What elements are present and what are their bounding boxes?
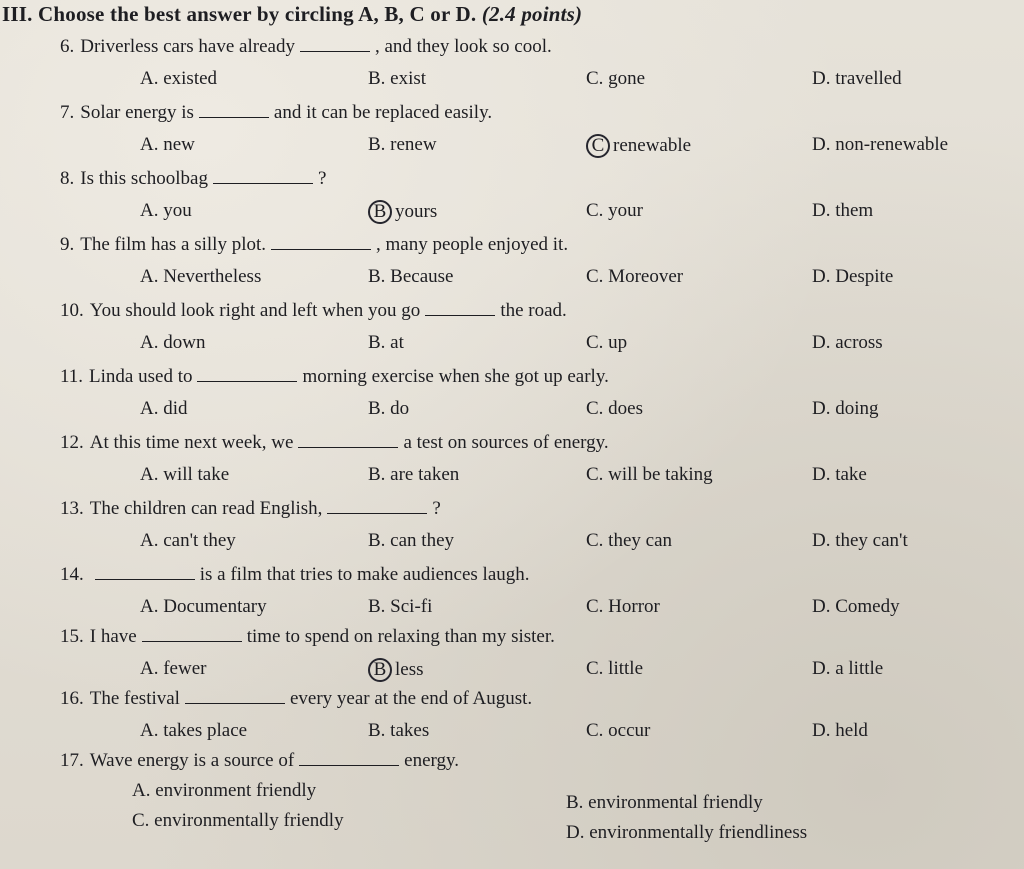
option-a[interactable]: A. down [140, 332, 206, 353]
answer-blank [142, 627, 242, 642]
question-8 [0, 168, 1024, 234]
option-d[interactable]: D. Comedy [812, 596, 900, 617]
option-b-circled[interactable] [368, 658, 424, 682]
question-15 [0, 626, 1024, 692]
answer-blank [271, 235, 371, 250]
question-stem [60, 234, 568, 256]
stem-before-blank: I have [89, 626, 137, 647]
section-title: III. Choose the best answer by circling A, B, C or D. [2, 2, 477, 26]
question-6 [0, 36, 1024, 102]
stem-after-blank: every year at the end of August. [289, 688, 533, 709]
stem-after-blank: energy. [404, 750, 460, 771]
question-number: 6. [60, 36, 75, 57]
question-12 [0, 432, 1024, 498]
option-d[interactable]: D. them [812, 200, 874, 221]
option-c[interactable]: C. Horror [586, 596, 660, 617]
option-a[interactable]: A. you [140, 200, 192, 221]
stem-before-blank: The children can read English, [89, 498, 323, 519]
option-a[interactable]: A. did [140, 398, 188, 419]
question-stem [60, 564, 530, 586]
option-a[interactable]: A. Nevertheless [140, 266, 262, 287]
question-number: 12. [60, 432, 84, 453]
question-17 [0, 750, 1024, 860]
answer-circle: B [368, 658, 392, 682]
question-11 [0, 366, 1024, 432]
question-stem [60, 498, 441, 520]
answer-blank [199, 103, 269, 118]
question-number: 9. [60, 234, 75, 255]
question-number: 8. [60, 168, 75, 189]
stem-after-blank: , many people enjoyed it. [376, 234, 569, 255]
answer-blank [213, 169, 313, 184]
option-b[interactable]: B. takes [368, 720, 430, 741]
question-14 [0, 564, 1024, 630]
stem-before-blank: The festival [89, 688, 180, 709]
option-c[interactable]: C. up [586, 332, 628, 353]
question-number: 15. [60, 626, 84, 647]
question-7 [0, 102, 1024, 168]
stem-before-blank: Linda used to [89, 366, 193, 387]
option-c-circled[interactable] [586, 134, 691, 158]
option-d[interactable]: D. doing [812, 398, 879, 419]
option-d[interactable]: D. held [812, 720, 868, 741]
option-b-circled[interactable] [368, 200, 437, 224]
option-b[interactable]: B. Sci-fi [368, 596, 433, 617]
answer-blank [298, 433, 398, 448]
option-b[interactable]: B. environmental friendly [566, 792, 763, 813]
option-b[interactable]: B. at [368, 332, 404, 353]
question-stem [60, 168, 326, 190]
option-c[interactable]: C. they can [586, 530, 673, 551]
option-d[interactable]: D. travelled [812, 68, 902, 89]
option-a[interactable]: A. existed [140, 68, 218, 89]
stem-after-blank: ? [432, 498, 441, 519]
section-header [2, 2, 582, 27]
stem-before-blank: At this time next week, we [89, 432, 294, 453]
option-b[interactable]: B. renew [368, 134, 437, 155]
option-b[interactable]: B. are taken [368, 464, 460, 485]
option-a[interactable]: A. takes place [140, 720, 248, 741]
option-a[interactable]: A. fewer [140, 658, 207, 679]
question-number: 11. [60, 366, 84, 387]
stem-before-blank: Solar energy is [80, 102, 194, 123]
stem-after-blank: ? [317, 168, 327, 189]
option-d[interactable]: D. Despite [812, 266, 894, 287]
question-number: 10. [60, 300, 84, 321]
option-d[interactable]: D. they can't [812, 530, 908, 551]
question-10 [0, 300, 1024, 366]
option-c[interactable]: C. does [586, 398, 643, 419]
question-number: 13. [60, 498, 84, 519]
question-number: 7. [60, 102, 75, 123]
stem-before-blank: The film has a silly plot. [80, 234, 267, 255]
question-number: 17. [60, 750, 84, 771]
option-a[interactable]: A. new [140, 134, 195, 155]
option-b[interactable]: B. do [368, 398, 410, 419]
option-b[interactable]: B. can they [368, 530, 455, 551]
option-b[interactable]: B. Because [368, 266, 454, 287]
option-c[interactable]: C. gone [586, 68, 646, 89]
question-stem [60, 750, 459, 772]
answer-blank [95, 565, 195, 580]
answer-blank [185, 689, 285, 704]
option-a[interactable]: A. environment friendly [132, 780, 317, 801]
question-9 [0, 234, 1024, 300]
question-number: 16. [60, 688, 84, 709]
stem-before-blank: You should look right and left when you go [89, 300, 421, 321]
option-c[interactable]: C. your [586, 200, 643, 221]
option-a[interactable]: A. Documentary [140, 596, 267, 617]
option-text: renewable [613, 135, 692, 156]
stem-after-blank: , and they look so cool. [374, 36, 552, 57]
option-text: less [395, 659, 424, 680]
option-a[interactable]: A. will take [140, 464, 230, 485]
option-c[interactable]: C. will be taking [586, 464, 713, 485]
question-16 [0, 688, 1024, 754]
option-b[interactable]: B. exist [368, 68, 427, 89]
stem-after-blank: the road. [500, 300, 567, 321]
option-a[interactable]: A. can't they [140, 530, 236, 551]
question-number: 14. [60, 564, 84, 585]
answer-blank [299, 751, 399, 766]
stem-before-blank: Is this schoolbag [80, 168, 208, 189]
question-stem [60, 626, 555, 648]
stem-after-blank: morning exercise when she got up early. [302, 366, 609, 387]
question-stem [60, 366, 609, 388]
question-stem [60, 688, 532, 710]
option-d[interactable]: D. environmentally friendliness [566, 822, 808, 843]
option-c[interactable]: C. little [586, 658, 643, 679]
stem-after-blank: and it can be replaced easily. [273, 102, 493, 123]
question-13 [0, 498, 1024, 564]
answer-blank [425, 301, 495, 316]
question-stem [60, 102, 492, 124]
question-stem [60, 36, 552, 58]
answer-circle: C [586, 134, 610, 158]
answer-blank [197, 367, 297, 382]
answer-circle: B [368, 200, 392, 224]
stem-after-blank: time to spend on relaxing than my sister. [246, 626, 555, 647]
section-points: (2.4 points) [481, 2, 583, 26]
answer-blank [327, 499, 427, 514]
stem-before-blank: Wave energy is a source of [89, 750, 295, 771]
option-text: yours [395, 201, 438, 222]
option-c[interactable]: C. environmentally friendly [132, 810, 344, 831]
option-d[interactable]: D. across [812, 332, 883, 353]
stem-before-blank: Driverless cars have already [80, 36, 295, 57]
option-c[interactable]: C. Moreover [586, 266, 684, 287]
question-stem [60, 300, 567, 322]
option-d[interactable]: D. non-renewable [812, 134, 949, 155]
stem-after-blank: a test on sources of energy. [403, 432, 609, 453]
option-c[interactable]: C. occur [586, 720, 651, 741]
option-d[interactable]: D. a little [812, 658, 884, 679]
question-stem [60, 432, 609, 454]
option-d[interactable]: D. take [812, 464, 867, 485]
stem-after-blank: is a film that tries to make audiences laugh. [199, 564, 530, 585]
answer-blank [300, 37, 370, 52]
